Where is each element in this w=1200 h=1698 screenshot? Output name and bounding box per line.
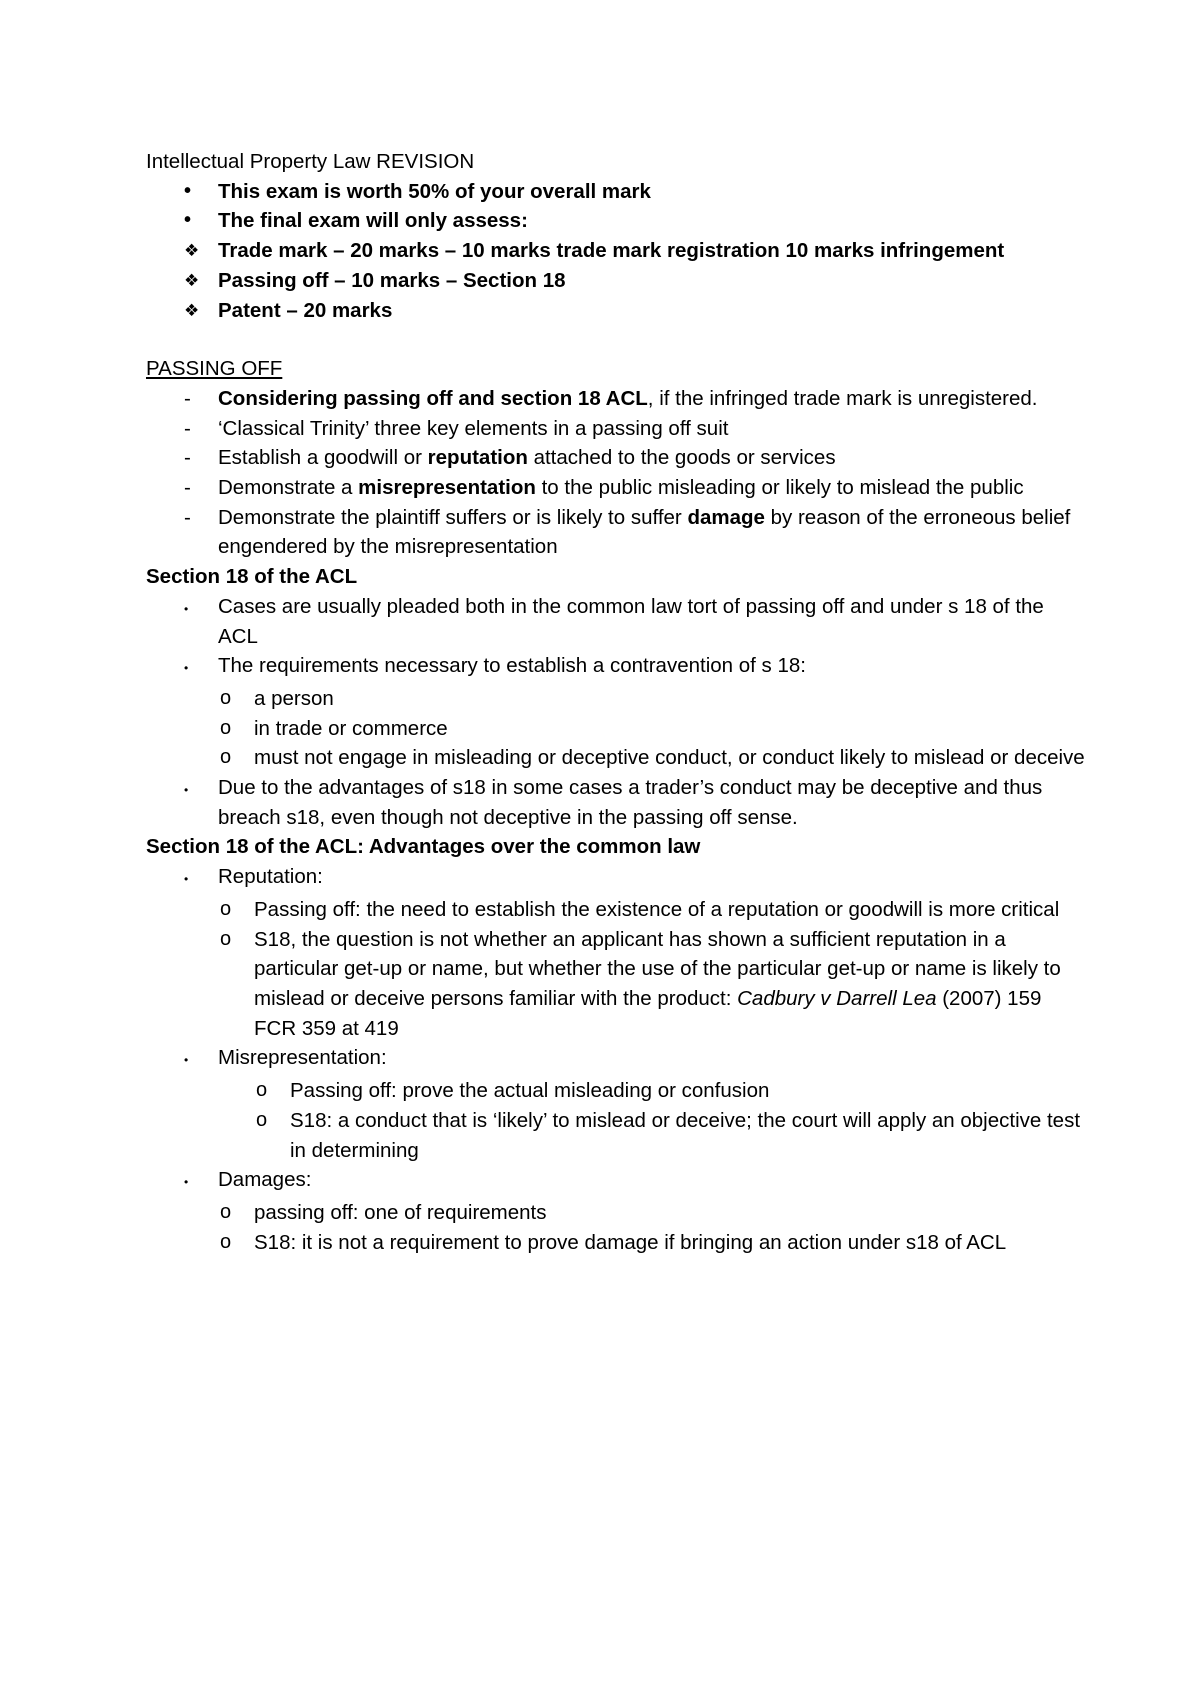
passing-off-item: - ‘Classical Trinity’ three key elements in a passing off suit bbox=[146, 414, 1086, 444]
advantages-subitem: o passing off: one of requirements bbox=[146, 1198, 1086, 1228]
circle-bullet-icon: o bbox=[220, 927, 232, 950]
intro-item: ❖ Patent – 20 marks bbox=[146, 296, 1086, 326]
section18-item: • Cases are usually pleaded both in the common law tort of passing off and under s 18 of the ACL bbox=[146, 592, 1086, 651]
bullet-icon: • bbox=[184, 179, 192, 202]
bullet-icon: • bbox=[184, 1175, 189, 1190]
circle-bullet-icon: o bbox=[220, 1230, 232, 1253]
bullet-icon: • bbox=[184, 601, 189, 616]
advantages-subitem: o Passing off: the need to establish the existence of a reputation or goodwill is more critical bbox=[146, 895, 1086, 925]
section18-subitem: o in trade or commerce bbox=[146, 714, 1086, 744]
spacer bbox=[146, 325, 1086, 354]
passing-off-item: - Demonstrate the plaintiff suffers or is likely to suffer damage by reason of the erroneous belief engendered by the misrepresentation bbox=[146, 503, 1086, 562]
advantages-item-reputation: • Reputation: bbox=[146, 862, 1086, 895]
circle-bullet-icon: o bbox=[256, 1079, 268, 1102]
diamond-bullet-icon: ❖ bbox=[184, 270, 200, 290]
section18-item: • Due to the advantages of s18 in some cases a trader’s conduct may be deceptive and thus breach s18, even though not deceptive in the passing off sense. bbox=[146, 773, 1086, 832]
passing-off-item: - Demonstrate a misrepresentation to the public misleading or likely to mislead the public bbox=[146, 473, 1086, 503]
passing-off-item: - Establish a goodwill or reputation attached to the goods or services bbox=[146, 443, 1086, 473]
section-heading-passing-off: PASSING OFF bbox=[146, 357, 283, 381]
section-heading-section-18: Section 18 of the ACL bbox=[146, 565, 358, 589]
section18-subitem: o a person bbox=[146, 684, 1086, 714]
circle-bullet-icon: o bbox=[220, 1200, 232, 1223]
document-body bbox=[146, 147, 1086, 1257]
circle-bullet-icon: o bbox=[220, 716, 232, 739]
diamond-bullet-icon: ❖ bbox=[184, 241, 200, 261]
dash-bullet-icon: - bbox=[184, 446, 191, 470]
section18-item: • The requirements necessary to establish a contravention of s 18: bbox=[146, 651, 1086, 684]
bullet-icon: • bbox=[184, 661, 189, 676]
bullet-icon: • bbox=[184, 783, 189, 798]
bullet-icon: • bbox=[184, 1053, 189, 1068]
advantages-subitem: o S18: it is not a requirement to prove damage if bringing an action under s18 of ACL bbox=[146, 1228, 1086, 1258]
case-citation: Cadbury v Darrell Lea bbox=[737, 986, 937, 1010]
bullet-icon: • bbox=[184, 209, 192, 232]
advantages-subitem: o Passing off: prove the actual misleading or confusion bbox=[146, 1076, 1086, 1106]
diamond-bullet-icon: ❖ bbox=[184, 300, 200, 320]
advantages-subitem: o S18: a conduct that is ‘likely’ to mislead or deceive; the court will apply an objective test in determining bbox=[146, 1106, 1086, 1165]
dash-bullet-icon: - bbox=[184, 476, 191, 500]
circle-bullet-icon: o bbox=[256, 1108, 268, 1131]
passing-off-item: - Considering passing off and section 18 ACL, if the infringed trade mark is unregistered. bbox=[146, 384, 1086, 414]
intro-item: ❖ Passing off – 10 marks – Section 18 bbox=[146, 266, 1086, 296]
intro-item: ❖ Trade mark – 20 marks – 10 marks trade mark registration 10 marks infringement bbox=[146, 236, 1086, 266]
circle-bullet-icon: o bbox=[220, 686, 232, 709]
advantages-item-damages: • Damages: bbox=[146, 1165, 1086, 1198]
dash-bullet-icon: - bbox=[184, 505, 191, 529]
advantages-subitem: o S18, the question is not whether an applicant has shown a sufficient reputation in a particular get-up or name, but whether the use of the particular get-up or name is likely to mislead or deceive persons familiar with the product: Cadbury v Darrell Lea (2007) 159 FCR 359 at 419 bbox=[146, 925, 1086, 1044]
document-title: Intellectual Property Law REVISION bbox=[146, 150, 475, 173]
section18-subitem: o must not engage in misleading or deceptive conduct, or conduct likely to mislead or deceive bbox=[146, 743, 1086, 773]
dash-bullet-icon: - bbox=[184, 416, 191, 440]
bullet-icon: • bbox=[184, 872, 189, 887]
section-heading-advantages: Section 18 of the ACL: Advantages over the common law bbox=[146, 835, 701, 859]
intro-item: • This exam is worth 50% of your overall mark bbox=[146, 177, 1086, 207]
circle-bullet-icon: o bbox=[220, 746, 232, 769]
intro-item: • The final exam will only assess: bbox=[146, 206, 1086, 236]
circle-bullet-icon: o bbox=[220, 897, 232, 920]
dash-bullet-icon: - bbox=[184, 386, 191, 410]
advantages-item-misrepresentation: • Misrepresentation: bbox=[146, 1043, 1086, 1076]
